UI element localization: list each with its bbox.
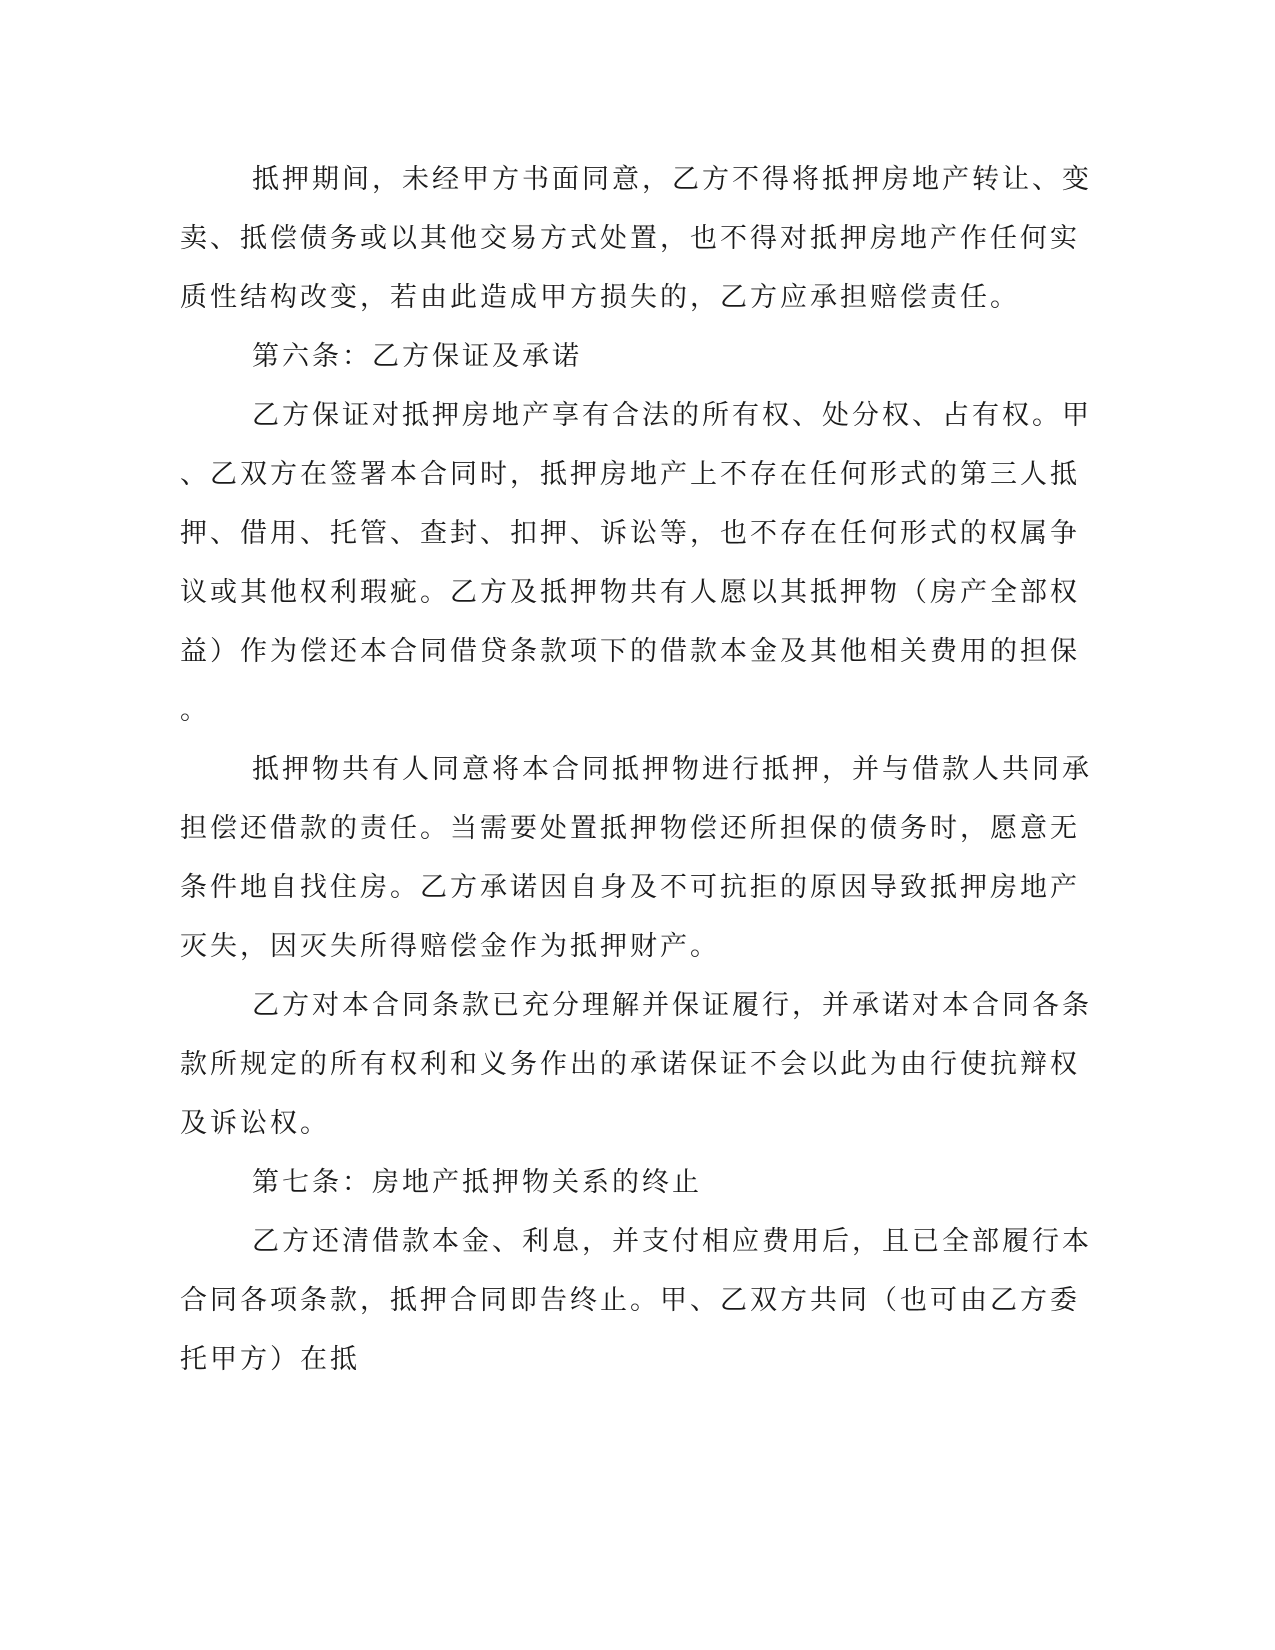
text-line: 抵押物共有人同意将本合同抵押物进行抵押，并与借款人共同承 [252,754,1092,785]
text-line: 、乙双方在签署本合同时，抵押房地产上不存在任何形式的第三人抵 [180,459,1080,490]
text-line: 合同各项条款，抵押合同即告终止。甲、乙双方共同（也可由乙方委 [180,1285,1080,1316]
text-line: 担偿还借款的责任。当需要处置抵押物偿还所担保的债务时，愿意无 [180,813,1080,844]
text-line: 条件地自找住房。乙方承诺因自身及不可抗拒的原因导致抵押房地产 [180,872,1080,903]
text-line: 款所规定的所有权利和义务作出的承诺保证不会以此为由行使抗辩权 [180,1049,1080,1080]
text-line: 抵押期间，未经甲方书面同意，乙方不得将抵押房地产转让、变 [252,164,1092,195]
text-line: 乙方保证对抵押房地产享有合法的所有权、处分权、占有权。甲 [252,400,1092,431]
text-line: 押、借用、托管、查封、扣押、诉讼等，也不存在任何形式的权属争 [180,518,1080,549]
section-heading: 第六条：乙方保证及承诺 [252,341,582,372]
text-line: 乙方还清借款本金、利息，并支付相应费用后，且已全部履行本 [252,1226,1092,1257]
text-line: 益）作为偿还本合同借贷条款项下的借款本金及其他相关费用的担保 [180,636,1080,667]
text-line: 。 [180,695,210,726]
text-line: 卖、抵偿债务或以其他交易方式处置，也不得对抵押房地产作任何实 [180,223,1080,254]
text-line: 质性结构改变，若由此造成甲方损失的，乙方应承担赔偿责任。 [180,282,1020,313]
text-line: 及诉讼权。 [180,1108,330,1139]
text-line: 托甲方）在抵 [180,1344,360,1375]
text-line: 乙方对本合同条款已充分理解并保证履行，并承诺对本合同各条 [252,990,1092,1021]
text-line: 灭失，因灭失所得赔偿金作为抵押财产。 [180,931,720,962]
section-heading: 第七条：房地产抵押物关系的终止 [252,1167,702,1198]
text-line: 议或其他权利瑕疵。乙方及抵押物共有人愿以其抵押物（房产全部权 [180,577,1080,608]
